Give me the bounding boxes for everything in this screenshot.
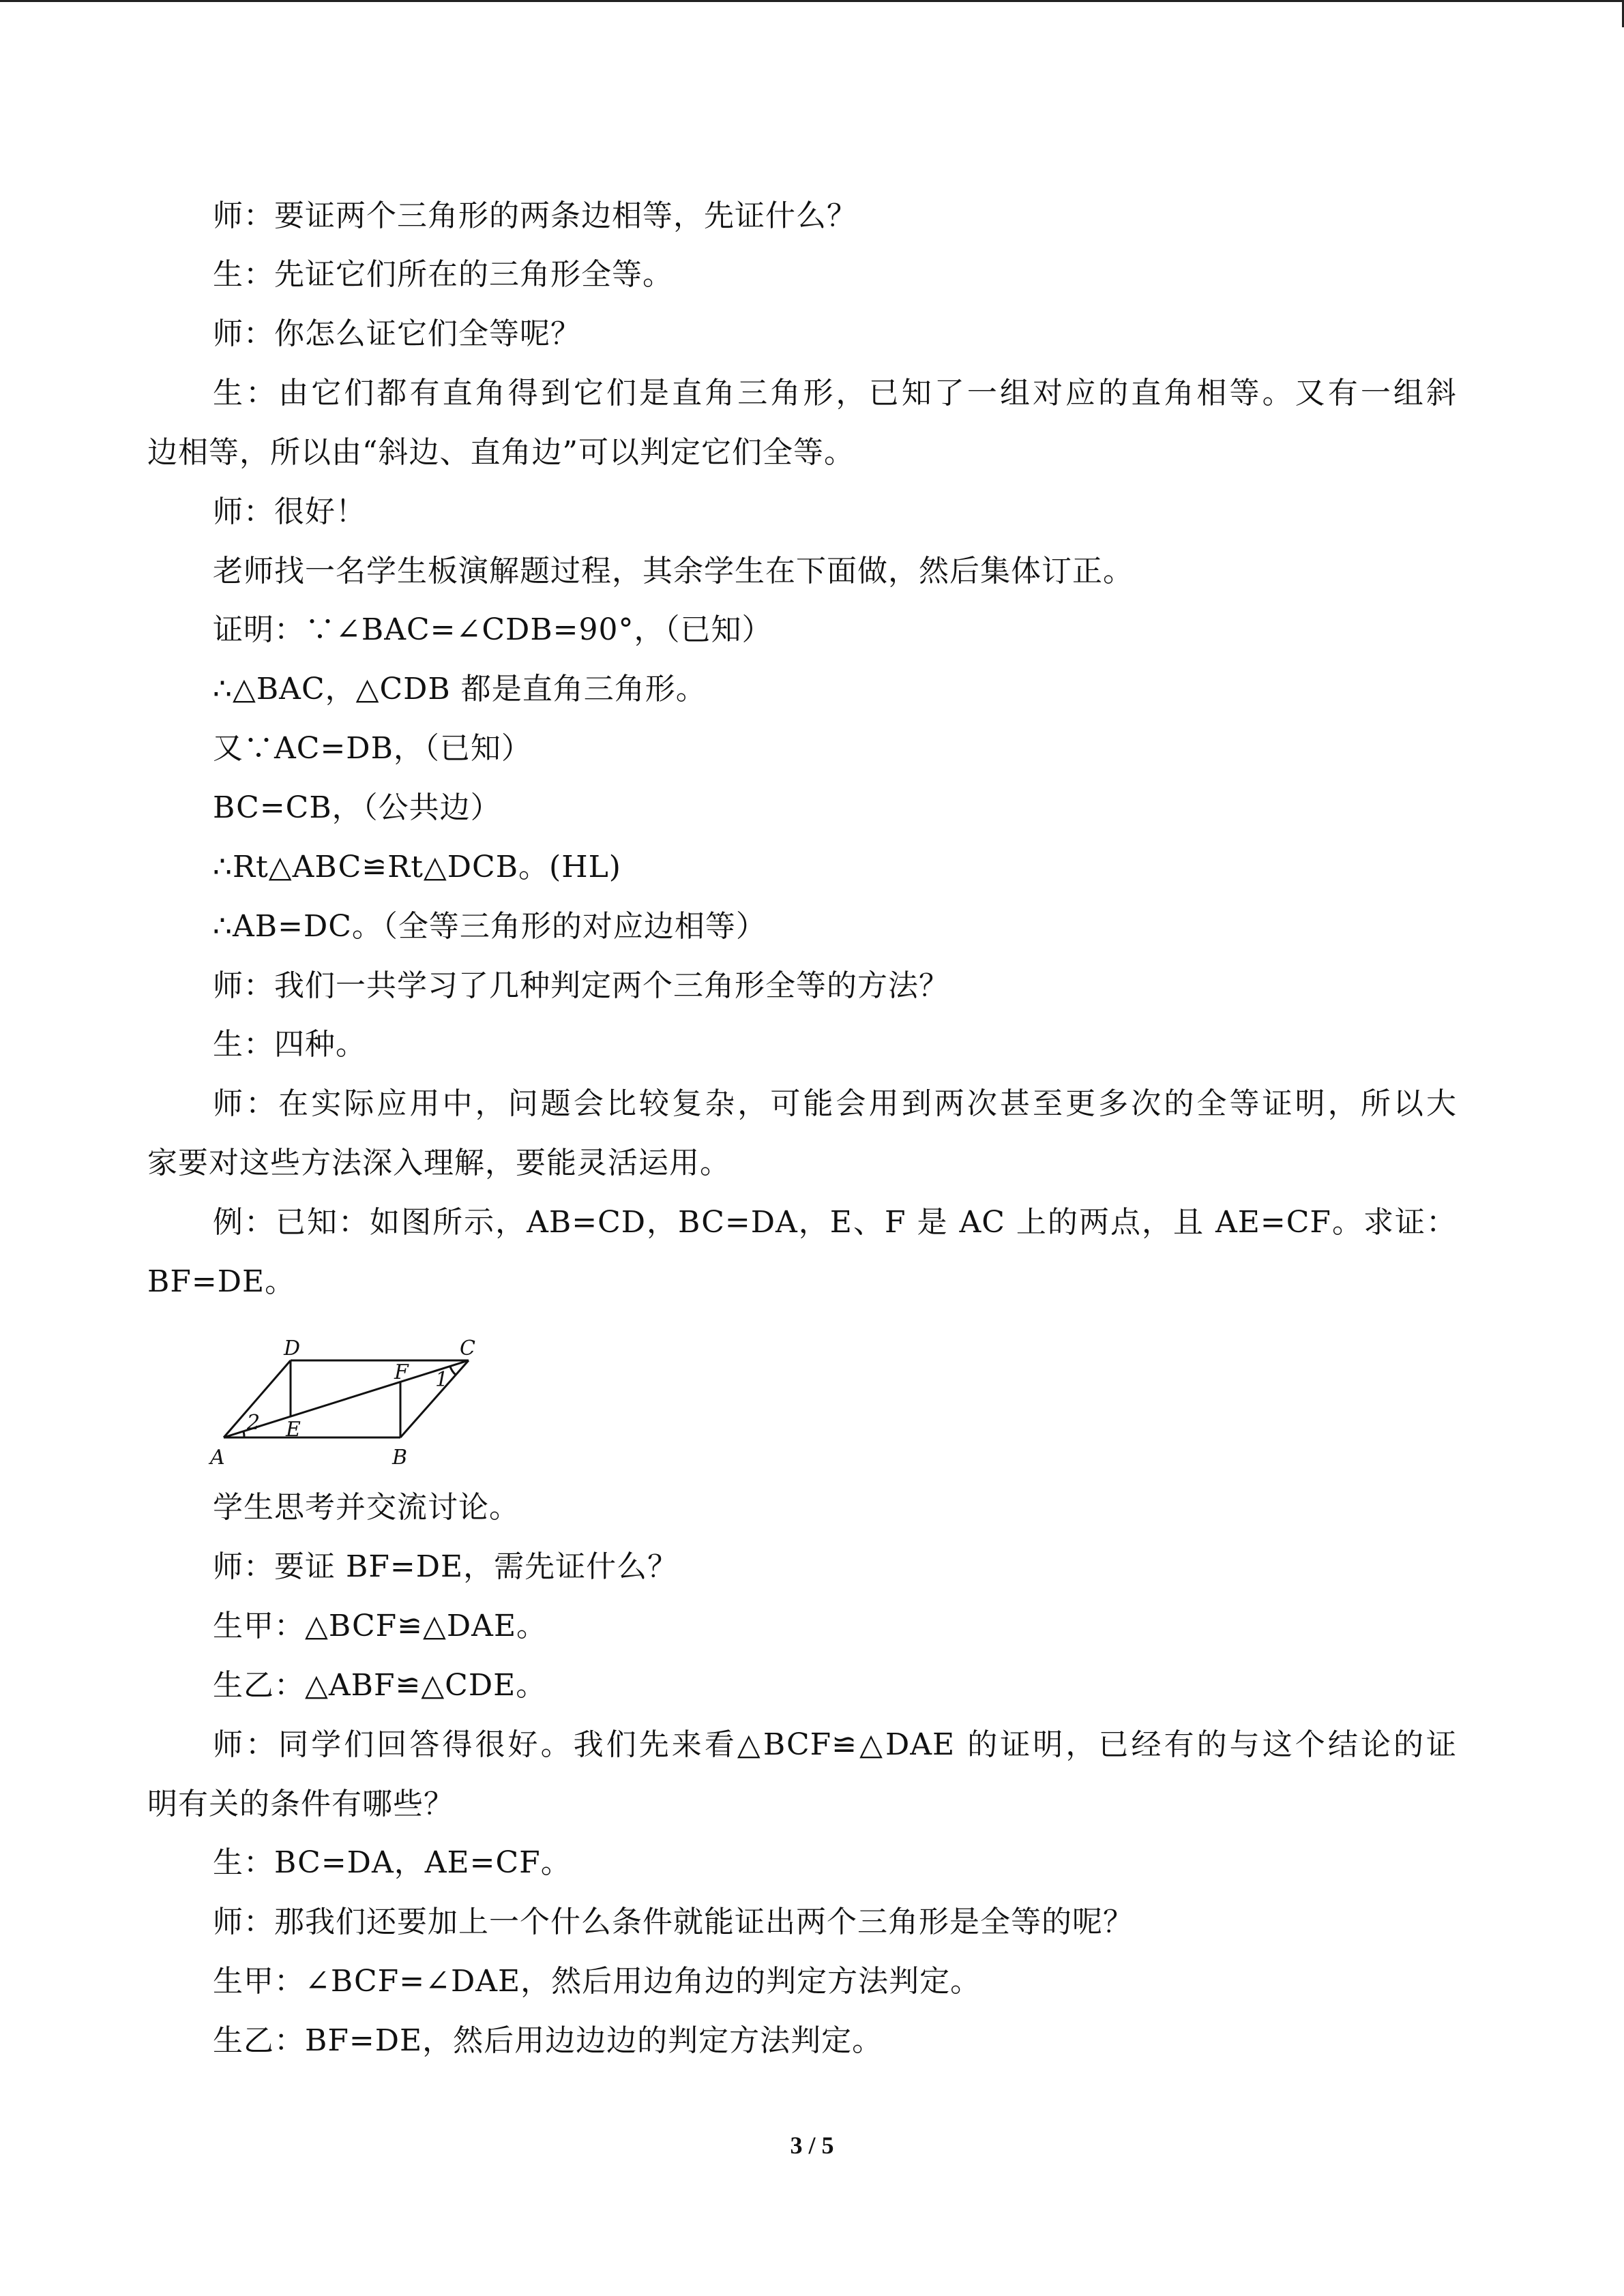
label-b: B	[392, 1446, 408, 1470]
text-line-continuation: 边相等，所以由“斜边、直角边”可以判定它们全等。	[147, 435, 855, 470]
proof-line: 证明：∵∠BAC=∠CDB=90°，（已知）	[213, 612, 773, 647]
text-line-student-answer: 生乙：BF=DE，然后用边边边的判定方法判定。	[213, 2023, 883, 2058]
label-f: F	[394, 1360, 409, 1384]
label-a: A	[210, 1446, 225, 1470]
text-line-student-answer: 生甲：△BCF≌△DAE。	[213, 1609, 548, 1643]
text-line-teacher-question: 师：要证两个三角形的两条边相等，先证什么？	[213, 198, 857, 233]
text-line-student-answer: 生甲：∠BCF=∠DAE，然后用边角边的判定方法判定。	[213, 1964, 981, 1999]
text-line-teacher-remark: 师：在实际应用中，问题会比较复杂，可能会用到两次甚至更多次的全等证明，所以大	[213, 1086, 1457, 1121]
text-line-continuation: 明有关的条件有哪些？	[147, 1787, 454, 1821]
text-line-teacher-question: 师：我们一共学习了几种判定两个三角形全等的方法？	[213, 968, 949, 1003]
top-border	[0, 0, 1624, 2]
angle-2-arc	[243, 1431, 244, 1437]
text-line-student-answer: 生乙：△ABF≌△CDE。	[213, 1668, 547, 1703]
quadrilateral-diagram	[205, 1333, 491, 1473]
page-number: 3 / 5	[790, 2132, 834, 2159]
text-line-student-answer: 生：BC=DA，AE=CF。	[213, 1845, 572, 1880]
text-line-continuation: 家要对这些方法深入理解，要能灵活运用。	[147, 1146, 730, 1180]
text-line-teacher-remark: 师：很好！	[213, 494, 366, 529]
text-line-teacher-question: 师：你怎么证它们全等呢？	[213, 316, 581, 351]
proof-line: ∴△BAC，△CDB 都是直角三角形。	[213, 672, 707, 706]
text-line-teacher-remark: 师：同学们回答得很好。我们先来看△BCF≌△DAE 的证明，已经有的与这个结论的证	[213, 1727, 1457, 1762]
text-line-student-answer: 生：由它们都有直角得到它们是直角三角形，已知了一组对应的直角相等。又有一组斜	[213, 376, 1457, 411]
diagonal-ac	[224, 1360, 469, 1437]
text-line-student-answer: 生：四种。	[213, 1027, 366, 1062]
text-line-narration: 老师找一名学生板演解题过程，其余学生在下面做，然后集体订正。	[213, 554, 1134, 588]
text-line-teacher-question: 师：要证 BF=DE，需先证什么？	[213, 1549, 679, 1584]
text-line-narration: 学生思考并交流讨论。	[213, 1490, 520, 1525]
proof-line: ∴Rt△ABC≌Rt△DCB。(HL)	[213, 850, 621, 884]
label-angle-1: 1	[435, 1368, 449, 1392]
proof-line: ∴AB=DC。（全等三角形的对应边相等）	[213, 909, 767, 944]
label-e: E	[286, 1418, 301, 1442]
geometry-figure	[205, 1333, 491, 1473]
text-line-teacher-question: 师：那我们还要加上一个什么条件就能证出两个三角形是全等的呢？	[213, 1905, 1134, 1939]
text-line-continuation: BF=DE。	[147, 1264, 296, 1299]
text-line-example: 例：已知：如图所示，AB=CD，BC=DA，E、F 是 AC 上的两点，且 AE=CF。求证：	[213, 1205, 1457, 1240]
proof-line: 又∵AC=DB，（已知）	[213, 731, 532, 766]
label-d: D	[284, 1337, 301, 1360]
label-c: C	[460, 1337, 475, 1360]
proof-line: BC=CB，（公共边）	[213, 790, 501, 825]
label-angle-2: 2	[247, 1411, 261, 1435]
angle-1-arc	[450, 1367, 456, 1375]
text-line-student-answer: 生：先证它们所在的三角形全等。	[213, 257, 673, 292]
